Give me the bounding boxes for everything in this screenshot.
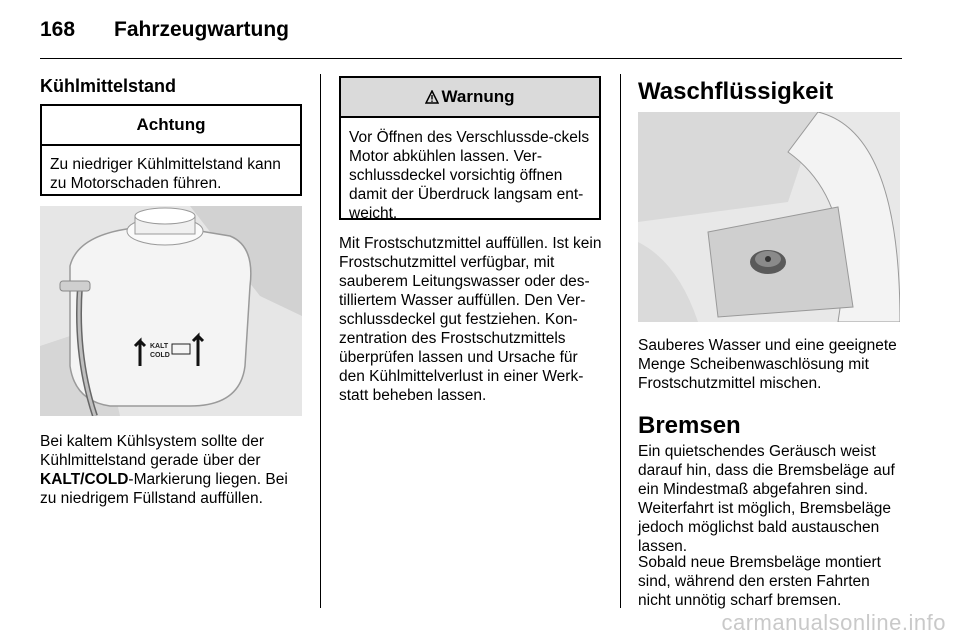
page-number: 168 bbox=[40, 18, 76, 41]
warning-box bbox=[339, 76, 601, 220]
washer-fluid-paragraph: Sauberes Wasser und eine geeignete Menge Scheibenwaschlösung mit Frostschutzmittel mischen. bbox=[638, 337, 897, 392]
caution-text: Zu niedriger Kühlmittelstand kann zu Motorschaden führen. bbox=[50, 156, 281, 192]
column-divider-left bbox=[320, 74, 321, 608]
section-title-coolant: Kühlmittelstand bbox=[40, 76, 177, 96]
column-divider-right bbox=[620, 74, 621, 608]
caution-box bbox=[40, 104, 302, 196]
header-rule bbox=[40, 58, 902, 59]
warning-title: Warnung bbox=[441, 87, 515, 106]
warning-header bbox=[341, 78, 599, 118]
kalt-cold-emphasis: KALT/COLD bbox=[40, 471, 129, 488]
brakes-paragraph-1: Ein quietschendes Geräusch weist darauf hin, dass die Bremsbeläge auf ein Mindestmaß abgefahren sind. Weiterfahrt ist möglich, Bremsbeläge jedoch möglichst bald austauschen lassen. bbox=[638, 443, 895, 555]
caution-title: Achtung bbox=[42, 106, 300, 146]
coolant-reservoir-illustration bbox=[40, 206, 302, 416]
washer-fluid-title: Waschflüssigkeit bbox=[638, 78, 834, 105]
brakes-title: Bremsen bbox=[638, 412, 741, 439]
warning-text: Vor Öffnen des Verschlussde-ckels Motor abkühlen lassen. Ver-schlussdeckel vorsichtig öffnen damit der Überdruck langsam ent-weicht. bbox=[349, 129, 590, 222]
coolant-level-paragraph: Bei kaltem Kühlsystem sollte der Kühlmittelstand gerade über der KALT/COLD-Markierung liegen. Bei zu niedrigem Füllstand auffüllen. bbox=[40, 433, 288, 507]
reservoir-label-kalt: KALT bbox=[150, 343, 169, 350]
washer-reservoir-illustration bbox=[638, 112, 900, 322]
coolant-reservoir-figure bbox=[40, 206, 302, 416]
watermark: carmanualsonline.info bbox=[721, 610, 946, 635]
brakes-paragraph-2: Sobald neue Bremsbeläge montiert sind, während den ersten Fahrten nicht unnötig scharf bremsen. bbox=[638, 554, 881, 609]
reservoir-label-cold: COLD bbox=[150, 352, 170, 359]
refill-paragraph: Mit Frostschutzmittel auffüllen. Ist kein Frostschutzmittel verfügbar, mit sauberem Leitungswasser oder des-tilliertem Wasser auffüllen. Den Ver-schlussdeckel gut festziehen. Kon-zentration des Frostschutzmittels überprüfen lassen und Ursache für den Kühlmittelverlust in einer Werk-statt beheben lassen. bbox=[339, 235, 602, 404]
chapter-title: Fahrzeugwartung bbox=[114, 18, 290, 41]
warning-triangle-icon bbox=[425, 90, 439, 104]
washer-reservoir-figure bbox=[638, 112, 900, 322]
